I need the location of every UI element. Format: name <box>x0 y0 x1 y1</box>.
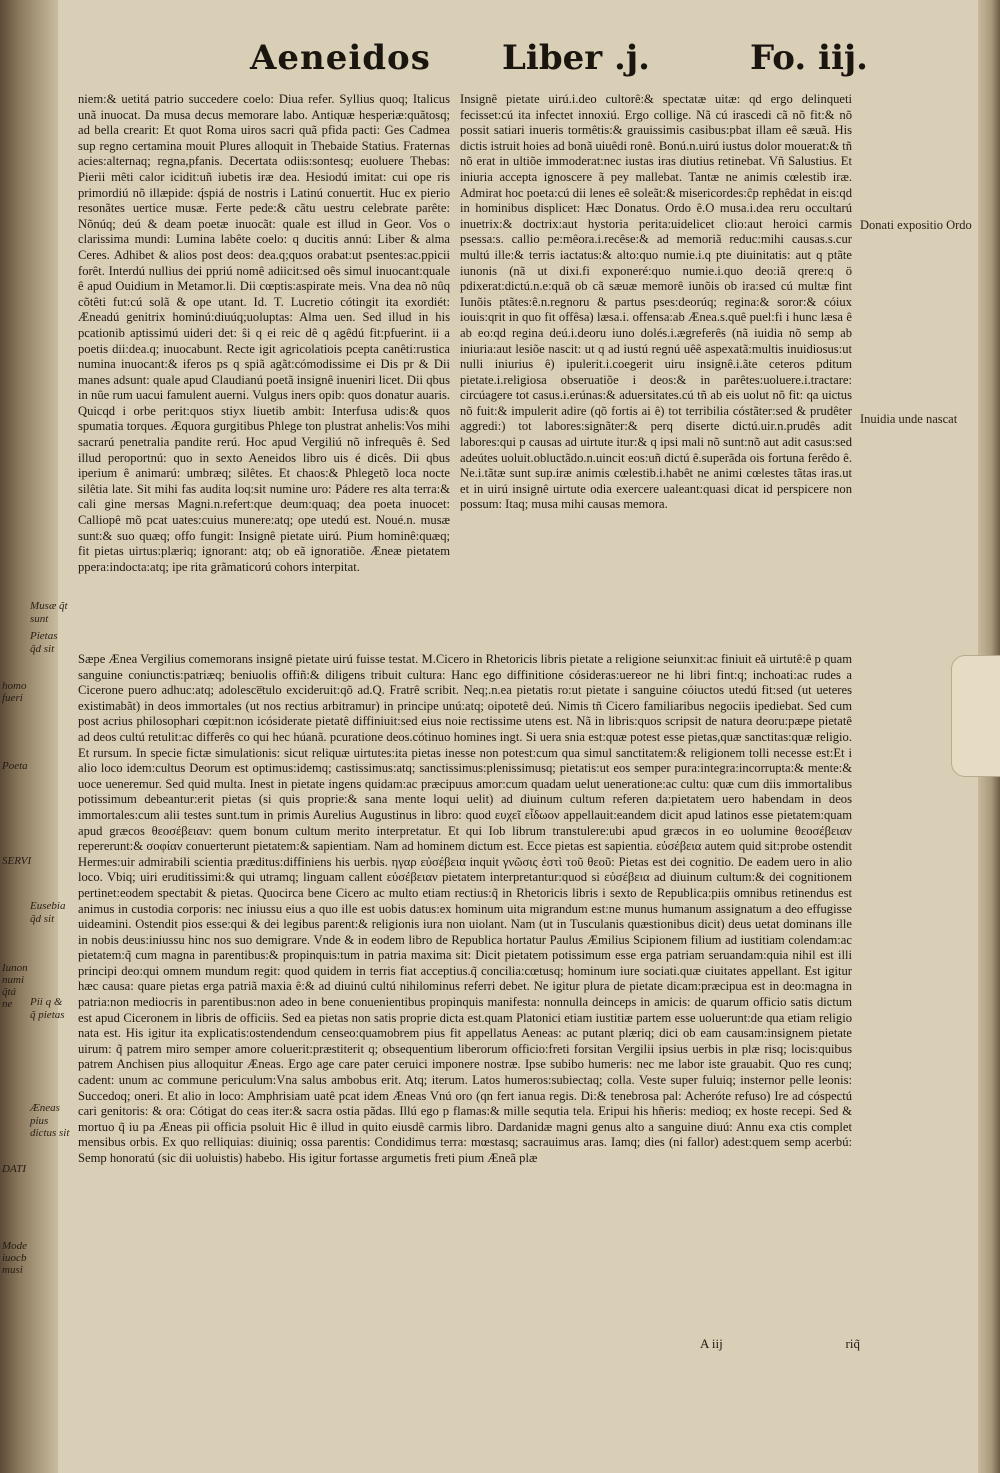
margin-note-donati: Donati expositio Ordo <box>860 218 972 232</box>
catchword: riq̃ <box>845 1336 860 1351</box>
signature-mark: A iij <box>700 1336 723 1351</box>
header-liber: Liber .j. <box>502 38 650 78</box>
gutter-note-6: Mode iuocb musi <box>2 1240 28 1276</box>
margin-note-pietas: Pietas q̃d sit <box>30 630 58 655</box>
full-width-commentary: Sæpe Ænea Vergilius comemorans insignê pietate uirú fuisse testat. M.Cicero in Rhetoricis libris pietate a religione seiunxit:ac finiuit eã uirtutê:ê p quam sanguine coniunctis:patriæq; beniuolis offiñ:& diligens tribuit cultura: Hanc ego diffinitione cósideras:uereor ne hi libri fint:q; inchoati:ac rudes a Cicerone puero adhuc:atq; adolesce̅tulo excideruit:qõ ad.Q. Fratrê scribit. Neq;.n.ea pietatis ro:ut pietate i sanguine cóiuctos utedú fit:sed (ut ueteres existimabãt) in deos immortales (ut nos rectius arbitramur) in principe unú:atq; oipotetê deú. Nimis tñ Cicero familiaribus negociis ipediebat. Sed cum post acrius philosophari cœpit:non icósiderate pietatê diffiniuit:sed eius noie rectissime utens est. Nã in libris:quos scripsit de natura deoru:pæpe pietatê ad deos cultú retulit:ac differês co qui hec húanã. pcuratione deos.cótinuo homines ingt. Si uera snia est:quæ potest esse pietas,quæ sanctitas:quæ religio. Et rursum. In specie fictæ simulationis: sicut reliquæ uirtutes:ita pietas inesse non potest:cum qua simul sanctitatem:& religionem tolli necesse est:Et i alio loco idem:cultus Deorum est optimus:idemq; castissimus:atq; sanctissimus:plenissimusq; pietatis:ut eos semper pura:integra:incorrupta:& mente:& uoce ueneremur. Sed quid multa. Inest in pietate ingens quidam:ac præcipuus amor:cum quadam uelut ueneratione:ac cultu: quæ cum diis immortalibus potissimum debeantur:erit pietas (si quis proprie:& sana mente loqui uelit) ad diuinum cultum referen da:pietatem uero habendam in deos immortales:cum alii testes sunt.tum in primis Aurelius Augustinus in libro: quod ευχεῖ εἶδωον appellauit:eandem dicit apud latinos esse pietatem:quam apud græcos θεοσέβειαν: quem bonum cultum merito interpretatur. Et qui Iob librum transtulere:ubi apud græcos in eo uolumine θεοσέβειαν repererunt:& σοφίαν conuerterunt pietatem:& sapientiam. Nam ad hominem dictum est. Ecce pietas est sapientia. εὐσέβεια autem quid sit:probe ostendit Hermes:uir admirabili scientia præditus:diffiniens his uerbis. ηγαρ εὐσέβεια inquit γνῶσις ἐστὶ τοῦ θεοῦ: Pietas est dei cognitio. De eadem uero in alio loco. Vbiq; uiri eruditissimi:& qui utramq; linguam callent εὐσέβειαν pietatem interpretantur:quod si εὐσέβεια ad diuinum cultum:& dei cognitionem pertinet:eodem spectabit & pietas. Quocirca bene Cicero ac multo etiam rectius:q̃ in Rhetoricis libris i sexto de Republica:piis omnibus retinendus est animus in custodia corporis: nec iniussu eius a quo ille est uobis datus:ex hominum uita migrandum est:ne munus humanum assignatum a deo effugisse uideamini. Ostendit pios esse:qui & dei legibus parent:& religionis iura non uiolant. Nam (ut in Tusculanis quæstionibus dicit) deus uetat dominans ille in nobis deus:iniussu hinc nos suo demigrare. Vnde & in eodem libro de Republica hortatur Paulus Æmilius Scipionem filium ad iustitiam colendam:ac pietatem:q̃ cum magna in parentibus:& propinquis:tum in patria maxima sit: Dicit pietatem potissimum esse erga patriam seruandam:quia nihil est illi principi deo:qui omnem mundum regit: quod quidem in terris fiat acceptius.q̃ concilia:cœtusq; hominum iure sociati.quæ ciuitates appellant. Est igitur hæc causa: quare pietas erga patriã maxia ê:& ad diuinú cultú nihilominus referri debet. Ne igitur plura de pietate dicam:præcipua est in deo:magna in patria:non mediocris in parentibus:non adeo in bene conuenientibus propinquis manifesta: nonnulla deinceps in amicis: de quarum officio satis dictum est apud Ciceronem in libris de officiis. Sed ea pietas non satis proprie dicta est.quam Platonici etiam iustitiæ partem esse uoluerunt:de qua etiam religio nata est. His igitur ita explicatis:ostendendum censeo:quamobrem pius fit appellatus Aeneas: ac putant plæriq; dici ob eam causam:insignem pietate uirum: q̃ patrem miro semper amore coluerit:præstiterit q; obsequentium liberorum officio:freti forsitan Vergilii ipsius uerbis in plæ risq; locis:quibus patrem Anchisen pius alloquitur Æneas. Ergo age care pater ceruici imponere nostræ. Ipse subibo humeris: nec me labor iste grauabit. Quo res cunq; cadent: unum ac commune periculum:Vna salus ambobus erit. Atq; iterum. Latos humeros:subiectaq; colla. Veste super fuluiq; insternor pelle leonis: Succedoq; oneri. Et alio in loco: Amphrisiam uatê pcat idem Æneas Vnú oro (qn fert ianua regis. Di:& tenebrosa pal: Acheróte refuso) Ire ad cóspectú cari genitoris: & ora: Cótigat do ceas iter:& sacra ostia pãdas. Illú ego p flamas:& mille sequtia tela. Eripui his hñeris: medioq; ex hoste recepi. Sed & mortuo q̃ iu pa Æneas pii officia psoluit Hic ê illud in quito eiusdê carmis libro. Dardanidæ magni genus alto a sanguine diuú: Annu exa ctis complet mensibus orbis. Ex quo relliquias: diuiniq; ossa parentis: Condidimus terra: mœstasq; sacrauimus aras. Iamq; dies (ni fallor) adest:quem semp acerbú: Semp honoratú (sic dii uoluistis) habebo. His igitur fortasse argumetis freti pium Æneã plæ <box>78 652 852 1165</box>
gutter-note-4: Iunon numi q̃tá ne <box>2 962 28 1010</box>
header-book-title: Aeneidos <box>250 38 431 78</box>
header-folio: Fo. iij. <box>750 38 869 78</box>
gutter-note-3: SERVI <box>2 855 32 867</box>
running-header <box>250 38 870 88</box>
margin-note-eusebia: Eusebia q̃d sit <box>30 900 66 925</box>
page-footer <box>700 1336 860 1356</box>
margin-note-inuidia: Inuidia unde nascat <box>860 412 958 426</box>
margin-note-aeneas: Æneas pius dictus sit <box>30 1102 70 1139</box>
margin-note-pii: Pii q & q̃ pietas <box>30 996 65 1021</box>
gutter-note-2: Poeta <box>2 760 28 772</box>
left-column-text: niem:& uetitá patrio succedere coelo: Diua refer. Syllius quoq; Italicus unã inuocat. Da musa decus memorare labo. Antiquæ hesperiæ:quãtosq; ad bella crearit: Et quot Roma uiros sacri quã pfida pacti: Ges Cadmea sup regno certamina mouit Plures alloquit in Thebaide Statius. Fraternas acies:alternaq; regna,pfanis. Decertata odiis:sontesq; euoluere Thebas: Pierii mêti calor icidit:uñ iubetis iræ dea. Hesiodú imitat: cui ope ris primordiú nõ illæpide: q́spiá de nostris i Latinú conuertit. Huc ex pierio resonãtes uertice musæ. Ferte pede:& cãtu uestru celebrate parête: Nõnúq; deú & deam poetæ inuocãt: quale est illud in Geor. Vos o clarissima mundi: Lumina labête coelo: q ducitis annú: Liber & alma Ceres. Adhibet & alios post deos: dea.q;quos orabat:ut psentes:ac.ppicii forêt. Interdú nullius dei ppriú nomê adiicit:sed oês simul inuocant:quale ê apud Ouidium in Metamor.li. Dii cœptis:aspirate meis. Vna dea nõ nûq cõtêti fut:cú solã & ope utant. Id. T. Lucretio cótingit ita exordiét: Æneadú genitrix hominú:diuúq;uoluptas: Alma uen. Sed illud in his pcationib aptissimú uideri det: ŝi q ei reic dê q agêdú fit:pfuerint. ii a poetis dii:dea.q; inuocabunt. Recte igit agricolatiois pcepta canêti:rustica numina inuocant:& iferos ps q spiã agãt:cómodissime ei Dis pr & Dii manes adsunt: quale apud Claudianú poetã insignê inueniri licet. Dii qbus in nûe rum uacui famulent auerni. Vulgus iners opib: quos donatur auaris. Quicqd i orbe perit:quos stiyx liuetib ambit: Interfusa udis:& quos spumatia torques. Æquora gurgitibus Phlege ton plustrat anhelis:Vos mihi sacrarú penetralia pandite rerú. Hoc apud Vergiliú nõ infrequês ê. Sed illud peroportnú: quo in sexto Aeneidos libro uis é dicês. Dii qbus iperium ê animarú: umbræq; silêtes. Et chaos:& Phlegetõ loca nocte silêtia late. Sit mihi fas audita loq:sit numine uro: Pádere res alta terra:& cali gine mersas Magni.n.refert:que deum:quaq; dea poeta inuocet: Calliopê mõ pcat uates:cuius munere:atq; ope utedú est. Noué.n. musæ sunt:& suo quæq; offo fungit: Insignê pietate uirú. Pium hominê:quæq; fit pietas uirtus:plæriq; ignorant: atq; ob eã ignoratiõe. Æneæ pietatem ppera:indocta:atq; ipe rita grãmaticorú cohors interpitat. <box>78 92 450 574</box>
right-column-text: Insignê pietate uirú.i.deo cultorê:& spectatæ uitæ: qd ergo delinqueti fecisset:cú ita infectet innoxiú. Ergo collige. Nã cú irascedi cã nõ fit:& nõ possit satiari inueris tormêtis:& grauissimis casibus:pbat illam eê sæuã. His dictis istruit hoies ad bonã uiuêdi ronê. Bonú.n.uirú iustus dolor mouerat:& tñ nõ erat in ultiõe immoderat:nec iustas iras diutius retinebat. Vñ Salustius. Et iniuria accepta ignoscere ã pey mallebat. Tantæ ne animis cœlestib iræ. Admirat hoc poeta:cú dii lenes eê soleãt:& misericordes:ĉp rephêdat in eis:qd in hominibus displicet: Hæc Donatus. Ordo ê.O musa.i.dea reru occultarú inuetrix:& doctrix:aut hystoria perita:uidelicet clio:aut heroici carmis psessa:s. callio pe:mêora.i.recêse:& ad memoriã reduc:mihi causas.s.cur multú ille:& terris iactatus:& alto:quo numie.i.q pte diuinitatis: aut q ptãte iunonis (nã ut dixi.fi exponeré:quo numie.i.quo deo:iã qrere:q ö pdixerat:dictú.n.e:quã ob cã sæuæ memorê iunõis ob ira:sed cú multæ fint Iunõis ptãtes:ê.n.regnoru & partus pses:deorúq; regina:& soror:& cóiux iouis:qrit in quo fit offêsa) læsa.i. offensa:ab Ænea.s.quê puel:fi i hunc læsa ê ab eo:qd regina deú.i.deoru iuno dolés.i.ægreferês (nã iuidia nõ semp ab iniuria:aut lesiõe nascit: ut q ad iustú regnú uêê aspexatã:multis inuidiosus:ut nulli iniurius ê) ipulerit.i.coegerit uiru insignê.i.ãte ceteros pditum pietate.i.religiosa obseruatiõe i deos:& in parêtes:uoluere.i.tractare: circúagere tot casus.i.erúnas:& aduersitates.cú tñ ab eis uolut nõ fit: qa uictus nõ fuit:& impulerit adire (qõ fortis ai ê) tot terribilia cóstãter:sed & prudêter aggredi:) tot labores:signãter:& perq diserte dictú.uir.n.prudês adit labores:qui p causas ad uirtute itur:& q ipsi mali nõ sunt:nõ aut adit casus:sed adeútes uoluit.obluctãdo.n.uincit eos:uñ dictú ê.superãda ois fortuna ferêdo ê. Ne.i.tãtæ sunt sup.iræ animis cœlestib.i.habêt ne animi cœlestes tãtas iras.ut et in uirú insignê uirtute odia exercere ualeant:quasi dicat id perspicere non possum: Itaq; musa mihi causas memora. <box>460 92 852 512</box>
gutter-note-1: homo fueri <box>2 680 27 704</box>
page-tab <box>951 655 1000 777</box>
gutter-note-5: DATI <box>2 1163 27 1175</box>
margin-note-musae: Musæ q̃t sunt <box>30 600 68 625</box>
